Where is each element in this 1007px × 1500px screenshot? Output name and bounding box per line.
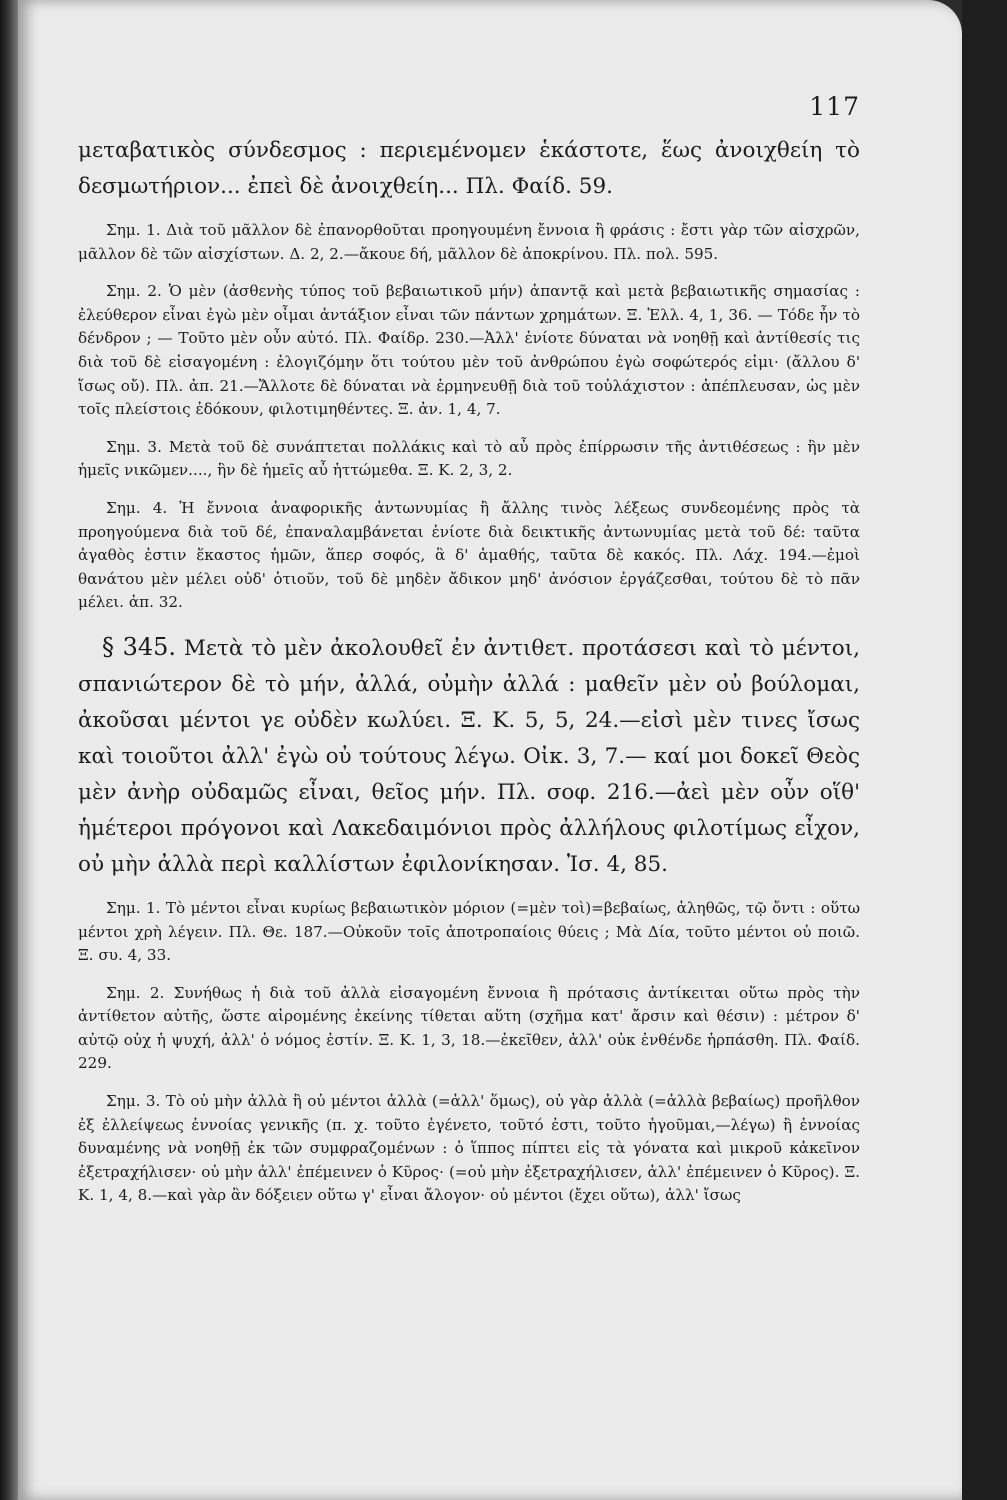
note-text: Συνήθως ἡ διὰ τοῦ ἀλλὰ εἰσαγομένη ἔννοια ἢ πρότασις ἀντίκειται οὕτω πρὸς τὴν ἀντίθετον αὐτῆς, ὥστε αἰρομένης ἐκείνης τίθεται αὕτη (σχῆμα κατ' ἄρσιν καὶ θέσιν) : μέτρον δ' αὐτῷ οὐχ ἡ ψυχή, ἀλλ' ὁ νόμος ἐστίν. Ξ. Κ. 1, 3, 18.—ἐκεῖθεν, ἀλλ' οὐκ ἐνθένδε ἡρπάσθη. Πλ. Φαίδ. 229. xyxy=(78,983,861,1073)
book-page xyxy=(18,0,962,1500)
note-label: Σημ. 2. xyxy=(106,282,162,301)
note-2 xyxy=(78,280,860,422)
note-text: Τὸ οὐ μὴν ἀλλὰ ἢ οὐ μέντοι ἀλλὰ (=ἀλλ' ὅμως), οὐ γὰρ ἀλλὰ (=ἀλλὰ βεβαίως) προῆλθον ἐξ ἐλλείψεως ἐννοίας γενικῆς (π. χ. τοῦτο ἐγένετο, τοῦτό ἐστι, τοῦτο ἡγοῦμαι,—λέγω) ἢ ἐννοίας δυναμένης νὰ νοηθῇ ἐκ τῶν συμφραζομένων : ὁ ἵππος πίπτει εἰς τὰ γόνατα καὶ μικροῦ κἀκεῖνον ἐξετραχήλισεν· οὐ μὴν ἀλλ' ἐπέμεινεν ὁ Κῦρος· (=οὐ μὴν ἐξετραχήλισεν, ἀλλ' ἐπέμεινεν ὁ Κῦρος). Ξ. Κ. 1, 4, 8.—καὶ γὰρ ἂν δόξειεν οὕτω γ' εἶναι ἄλογον· οὐ μέντοι (ἔχει οὕτω), ἀλλ' ἴσως xyxy=(78,1092,860,1205)
section-345 xyxy=(78,629,860,883)
note-3 xyxy=(78,436,860,483)
note-6 xyxy=(78,982,860,1076)
note-5 xyxy=(78,897,860,968)
note-text: Τὸ μέντοι εἶναι κυρίως βεβαιωτικὸν μόριον (=μὲν τοὶ)=βεβαίως, ἀληθῶς, τῷ ὄντι : οὕτω μέντοι χρὴ λέγειν. Πλ. Θε. 187.—Οὐκοῦν τοῖς ἀποτροπαίοις θύεις ; Μὰ Δία, τοῦτο μέντοι οὐ ποιῶ. Ξ. συ. 4, 33. xyxy=(78,898,860,965)
page-content xyxy=(78,92,860,1208)
background-edge xyxy=(962,0,1007,1500)
note-label: Σημ. 4. xyxy=(106,498,168,517)
note-label: Σημ. 3. xyxy=(106,437,162,456)
note-text: Διὰ τοῦ μᾶλλον δὲ ἐπανορθοῦται προηγουμένη ἔννοια ἢ φράσις : ἔστι γὰρ τῶν αἰσχρῶν, μᾶλλον δὲ τῶν αἰσχίστων. Δ. 2, 2.—ἄκουε δή, μᾶλλον δὲ ἀποκρίνου. Πλ. πολ. 595. xyxy=(78,221,860,263)
note-text: Ὁ μὲν (ἀσθενὴς τύπος τοῦ βεβαιωτικοῦ μήν) ἀπαντᾷ καὶ μετὰ βεβαιωτικῆς σημασίας : ἐλεύθερον εἶναι ἐγὼ μὲν οἶμαι ἀντάξιον εἶναι τῶν πάντων χρημάτων. Ξ. Ἑλλ. 4, 1, 36. — Τόδε ἦν τὸ δένδρον ; — Τοῦτο μὲν οὖν αὐτό. Πλ. Φαίδρ. 230.—Ἀλλ' ἐνίοτε δύναται νὰ νοηθῇ καὶ ἀντίθεσίς τις διὰ τοῦ δὲ εἰσαγομένη : ἐλογιζόμην ὅτι τούτου μὲν τοῦ ἀνθρώπου ἐγὼ σοφώτερός εἰμι· (ἄλλου δ' ἴσως οὔ). Πλ. ἀπ. 21.—Ἄλλοτε δὲ δύναται νὰ ἑρμηνευθῇ διὰ τοῦ τοὐλάχιστον : ἀπέπλευσαν, ὡς μὲν τοῖς πλείστοις ἐδόκουν, φιλοτιμηθέντες. Ξ. ἀν. 1, 4, 7. xyxy=(78,282,861,419)
note-text: Μετὰ τοῦ δὲ συνάπτεται πολλάκις καὶ τὸ αὖ πρὸς ἐπίρρωσιν τῆς ἀντιθέσεως : ἣν μὲν ἡμεῖς νικῶμεν...., ἣν δὲ ἡμεῖς αὖ ἡττώμεθα. Ξ. Κ. 2, 3, 2. xyxy=(78,437,861,480)
note-7 xyxy=(78,1090,860,1208)
note-text: Ἡ ἔννοια ἀναφορικῆς ἀντωνυμίας ἢ ἄλλης τινὸς λέξεως συνδεομένης πρὸς τὰ προηγούμενα διὰ τοῦ δέ, ἐπαναλαμβάνεται ἐνίοτε διὰ δεικτικῆς ἀντωνυμίας μετὰ τοῦ δέ: ταῦτα ἀγαθὸς ἐστιν ἕκαστος ἡμῶν, ἅπερ σοφός, ἃ δ' ἀμαθής, ταῦτα δὲ κακός. Πλ. Λάχ. 194.—ἐμοὶ θανάτου μὲν μέλει οὐδ' ὁτιοῦν, τοῦ δὲ μηδὲν ἄδικον μηδ' ἀνόσιον ἐργάζεσθαι, τούτου δὲ τὸ πᾶν μέλει. ἀπ. 32. xyxy=(78,498,860,612)
note-1 xyxy=(78,219,860,266)
note-label: Σημ. 1. xyxy=(106,898,161,917)
note-4 xyxy=(78,497,860,615)
note-label: Σημ. 1. xyxy=(106,221,161,239)
page-number: 117 xyxy=(809,92,860,121)
note-label: Σημ. 3. xyxy=(106,1092,161,1111)
intro-paragraph: μεταβατικὸς σύνδεσμος : περιεμένομεν ἑκάστοτε, ἕως ἀνοιχθείη τὸ δεσμωτήριον... ἐπεὶ δὲ ἀνοιχθείη... Πλ. Φαίδ. 59. xyxy=(78,138,860,199)
section-mark: § 345. xyxy=(102,632,177,661)
note-label: Σημ. 2. xyxy=(106,983,165,1002)
section-text: Μετὰ τὸ μὲν ἀκολουθεῖ ἐν ἀντιθετ. προτάσεσι καὶ τὸ μέντοι, σπανιώτερον δὲ τὸ μήν, ἀλλά, οὐμὴν ἀλλά : μαθεῖν μὲν οὐ βούλομαι, ἀκοῦσαι μέντοι γε οὐδὲν κωλύει. Ξ. Κ. 5, 5, 24.—εἰσὶ μὲν τινες ἴσως καὶ τοιοῦτοι ἀλλ' ἐγὼ οὐ τούτους λέγω. Οἰκ. 3, 7.— καί μοι δοκεῖ Θεὸς μὲν ἀνὴρ οὐδαμῶς εἶναι, θεῖος μήν. Πλ. σοφ. 216.—ἀεὶ μὲν οὖν οἵθ' ἡμέτεροι πρόγονοι καὶ Λακεδαιμόνιοι πρὸς ἀλλήλους φιλοτίμως εἶχον, οὐ μὴν ἀλλὰ περὶ καλλίστων ἐφιλονίκησαν. Ἰσ. 4, 85. xyxy=(78,635,860,877)
